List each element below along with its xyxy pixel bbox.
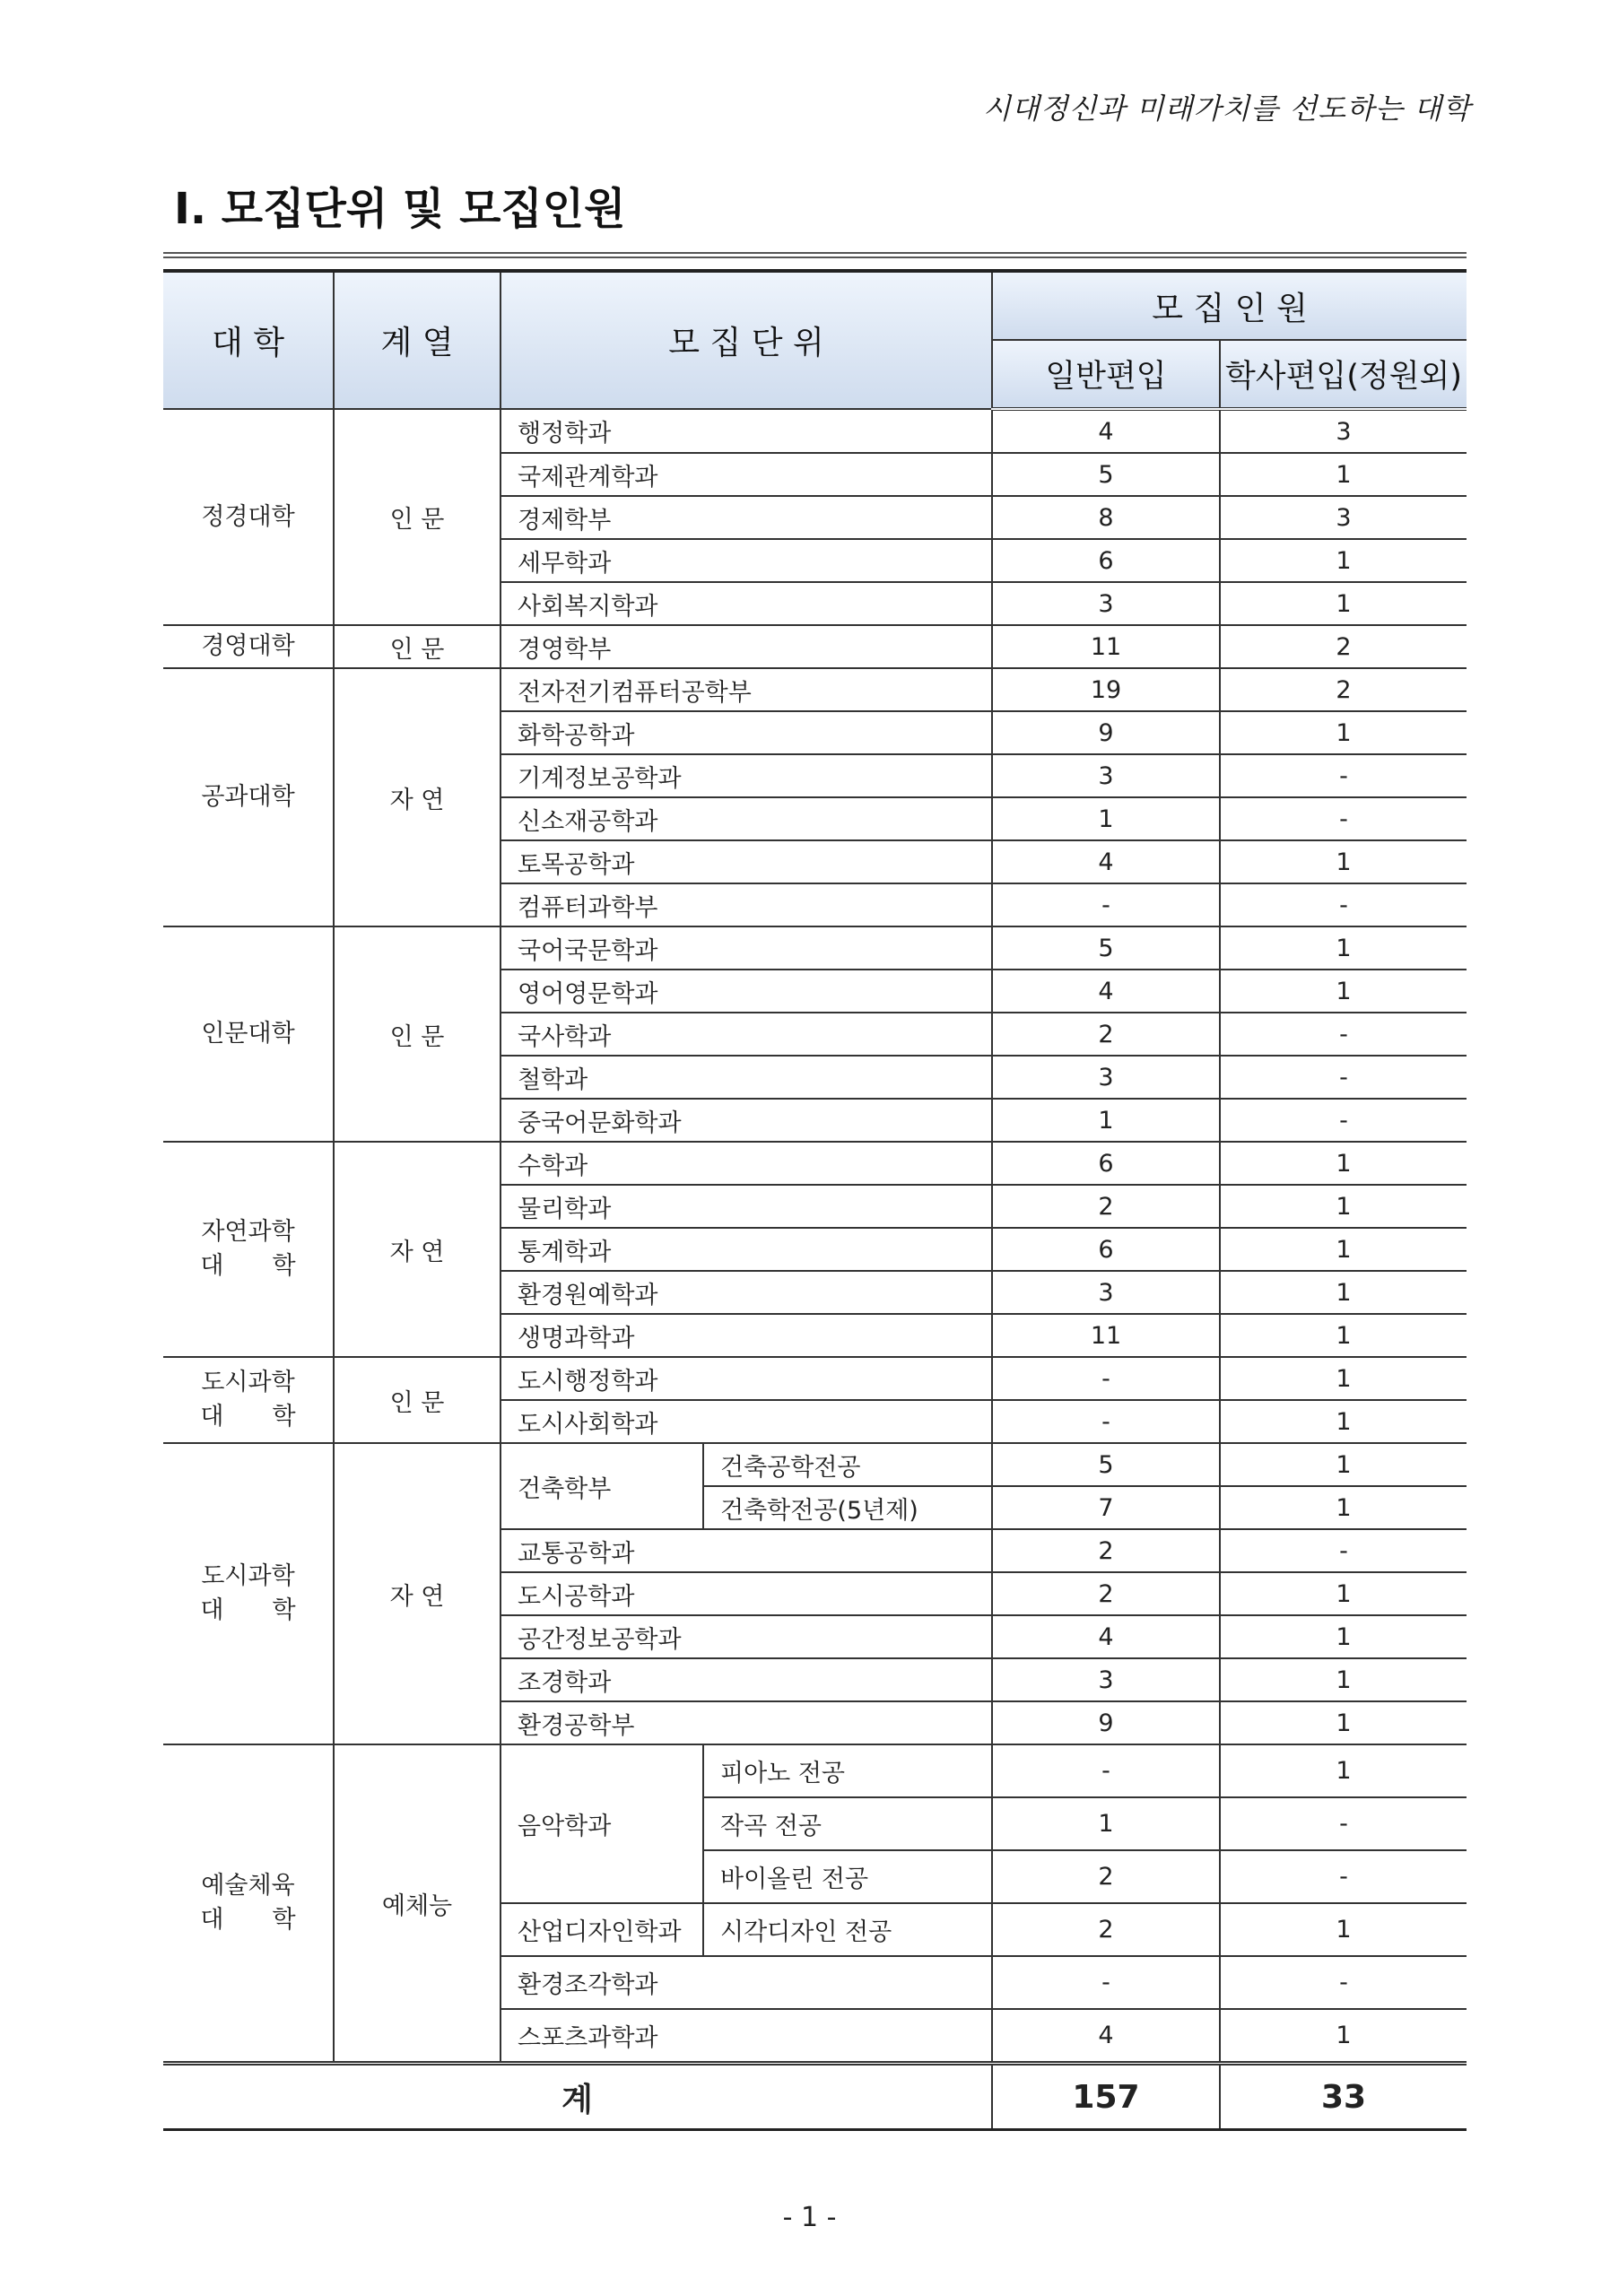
general-count-cell: 8 bbox=[992, 496, 1220, 539]
bachelor-count-cell: 3 bbox=[1220, 409, 1467, 453]
department-cell: 조경학과 bbox=[500, 1658, 992, 1701]
table-row bbox=[163, 1443, 1467, 1486]
general-count-cell: 5 bbox=[992, 926, 1220, 970]
bachelor-count-cell: - bbox=[1220, 1529, 1467, 1572]
field-cell: 인 문 bbox=[334, 926, 500, 1142]
general-count-cell: 11 bbox=[992, 625, 1220, 668]
bachelor-count-cell: - bbox=[1220, 1056, 1467, 1099]
general-count-cell: 2 bbox=[992, 1903, 1220, 1956]
bachelor-count-cell: 1 bbox=[1220, 2009, 1467, 2064]
bachelor-count-cell: 1 bbox=[1220, 1443, 1467, 1486]
bachelor-count-cell: 2 bbox=[1220, 625, 1467, 668]
bachelor-count-cell: 2 bbox=[1220, 668, 1467, 711]
bachelor-count-cell: 1 bbox=[1220, 1228, 1467, 1271]
bachelor-count-cell: - bbox=[1220, 1850, 1467, 1903]
department-cell: 국사학과 bbox=[500, 1013, 992, 1056]
general-count-cell: 4 bbox=[992, 409, 1220, 453]
bachelor-count-cell: 1 bbox=[1220, 1744, 1467, 1797]
general-count-cell: - bbox=[992, 1956, 1220, 2009]
general-count-cell: 7 bbox=[992, 1486, 1220, 1529]
general-count-cell: 1 bbox=[992, 1797, 1220, 1850]
bachelor-count-cell: 1 bbox=[1220, 539, 1467, 582]
bachelor-count-cell: 1 bbox=[1220, 1142, 1467, 1185]
general-count-cell: 1 bbox=[992, 1099, 1220, 1142]
department-cell: 국제관계학과 bbox=[500, 453, 992, 496]
general-count-cell: 3 bbox=[992, 754, 1220, 797]
major-cell: 작곡 전공 bbox=[703, 1797, 992, 1850]
university-slogan: 시대정신과 미래가치를 선도하는 대학 bbox=[982, 91, 1471, 126]
section-heading bbox=[163, 161, 1467, 258]
general-count-cell: - bbox=[992, 1744, 1220, 1797]
bachelor-count-cell: 1 bbox=[1220, 1701, 1467, 1744]
bachelor-count-cell: - bbox=[1220, 1013, 1467, 1056]
general-count-cell: - bbox=[992, 883, 1220, 926]
department-cell: 전자전기컴퓨터공학부 bbox=[500, 668, 992, 711]
department-cell: 컴퓨터과학부 bbox=[500, 883, 992, 926]
field-cell: 예체능 bbox=[334, 1744, 500, 2064]
header-field: 계 열 bbox=[334, 271, 500, 409]
general-count-cell: 19 bbox=[992, 668, 1220, 711]
college-cell: 경영대학 bbox=[163, 625, 334, 668]
department-cell: 도시행정학과 bbox=[500, 1357, 992, 1400]
college-cell: 공과대학 bbox=[163, 668, 334, 926]
field-cell: 자 연 bbox=[334, 668, 500, 926]
department-cell: 통계학과 bbox=[500, 1228, 992, 1271]
bachelor-count-cell: 1 bbox=[1220, 1486, 1467, 1529]
general-count-cell: 2 bbox=[992, 1013, 1220, 1056]
table-row bbox=[163, 1744, 1467, 1797]
bachelor-count-cell: 1 bbox=[1220, 582, 1467, 625]
bachelor-count-cell: 1 bbox=[1220, 970, 1467, 1013]
department-cell: 건축학부 bbox=[500, 1443, 703, 1529]
department-cell: 수학과 bbox=[500, 1142, 992, 1185]
department-cell: 경영학부 bbox=[500, 625, 992, 668]
general-count-cell: 5 bbox=[992, 1443, 1220, 1486]
department-cell: 산업디자인학과 bbox=[500, 1903, 703, 1956]
admission-quota-table bbox=[163, 269, 1467, 2131]
bachelor-count-cell: 1 bbox=[1220, 1572, 1467, 1615]
bachelor-count-cell: 1 bbox=[1220, 1400, 1467, 1443]
general-count-cell: 4 bbox=[992, 970, 1220, 1013]
bachelor-count-cell: 1 bbox=[1220, 1903, 1467, 1956]
header-college: 대 학 bbox=[163, 271, 334, 409]
general-count-cell: 4 bbox=[992, 1615, 1220, 1658]
page-number: - 1 - bbox=[782, 2202, 837, 2233]
bachelor-count-cell: - bbox=[1220, 1956, 1467, 2009]
major-cell: 시각디자인 전공 bbox=[703, 1903, 992, 1956]
major-cell: 건축학전공(5년제) bbox=[703, 1486, 992, 1529]
bachelor-count-cell: - bbox=[1220, 1099, 1467, 1142]
bachelor-count-cell: 1 bbox=[1220, 1314, 1467, 1357]
department-cell: 국어국문학과 bbox=[500, 926, 992, 970]
bachelor-count-cell: - bbox=[1220, 1797, 1467, 1850]
bachelor-count-cell: 1 bbox=[1220, 453, 1467, 496]
general-count-cell: 9 bbox=[992, 711, 1220, 754]
department-cell: 기계정보공학과 bbox=[500, 754, 992, 797]
general-count-cell: 9 bbox=[992, 1701, 1220, 1744]
table-row bbox=[163, 625, 1467, 668]
department-cell: 도시공학과 bbox=[500, 1572, 992, 1615]
table-row bbox=[163, 1142, 1467, 1185]
department-cell: 스포츠과학과 bbox=[500, 2009, 992, 2064]
field-cell: 인 문 bbox=[334, 625, 500, 668]
college-cell: 인문대학 bbox=[163, 926, 334, 1142]
header-quota: 모 집 인 원 bbox=[992, 271, 1467, 340]
department-cell: 세무학과 bbox=[500, 539, 992, 582]
page-title: Ⅰ. 모집단위 및 모집인원 bbox=[174, 184, 626, 234]
bachelor-count-cell: 1 bbox=[1220, 1357, 1467, 1400]
department-cell: 환경조각학과 bbox=[500, 1956, 992, 2009]
college-cell: 예술체육 대 학 bbox=[163, 1744, 334, 2064]
department-cell: 영어영문학과 bbox=[500, 970, 992, 1013]
college-cell: 도시과학 대 학 bbox=[163, 1357, 334, 1443]
general-count-cell: 4 bbox=[992, 840, 1220, 883]
general-count-cell: 3 bbox=[992, 1056, 1220, 1099]
department-cell: 교통공학과 bbox=[500, 1529, 992, 1572]
field-cell: 자 연 bbox=[334, 1142, 500, 1357]
total-general: 157 bbox=[992, 2064, 1220, 2130]
general-count-cell: 11 bbox=[992, 1314, 1220, 1357]
table-body bbox=[163, 409, 1467, 2130]
department-cell: 사회복지학과 bbox=[500, 582, 992, 625]
bachelor-count-cell: 1 bbox=[1220, 926, 1467, 970]
general-count-cell: 1 bbox=[992, 797, 1220, 840]
general-count-cell: 3 bbox=[992, 1271, 1220, 1314]
general-count-cell: 2 bbox=[992, 1572, 1220, 1615]
department-cell: 행정학과 bbox=[500, 409, 992, 453]
department-cell: 철학과 bbox=[500, 1056, 992, 1099]
department-cell: 생명과학과 bbox=[500, 1314, 992, 1357]
department-cell: 경제학부 bbox=[500, 496, 992, 539]
header-bachelor: 학사편입(정원외) bbox=[1220, 340, 1467, 409]
general-count-cell: 6 bbox=[992, 1142, 1220, 1185]
bachelor-count-cell: 1 bbox=[1220, 1658, 1467, 1701]
department-cell: 중국어문화학과 bbox=[500, 1099, 992, 1142]
department-cell: 공간정보공학과 bbox=[500, 1615, 992, 1658]
general-count-cell: 2 bbox=[992, 1529, 1220, 1572]
college-cell: 자연과학 대 학 bbox=[163, 1142, 334, 1357]
total-row bbox=[163, 2064, 1467, 2130]
general-count-cell: 4 bbox=[992, 2009, 1220, 2064]
table-row bbox=[163, 409, 1467, 453]
bachelor-count-cell: - bbox=[1220, 754, 1467, 797]
field-cell: 인 문 bbox=[334, 1357, 500, 1443]
department-cell: 신소재공학과 bbox=[500, 797, 992, 840]
total-bachelor: 33 bbox=[1220, 2064, 1467, 2130]
major-cell: 바이올린 전공 bbox=[703, 1850, 992, 1903]
bachelor-count-cell: 1 bbox=[1220, 711, 1467, 754]
bachelor-count-cell: - bbox=[1220, 797, 1467, 840]
general-count-cell: 2 bbox=[992, 1850, 1220, 1903]
general-count-cell: 3 bbox=[992, 1658, 1220, 1701]
college-cell: 도시과학 대 학 bbox=[163, 1443, 334, 1744]
department-cell: 물리학과 bbox=[500, 1185, 992, 1228]
bachelor-count-cell: 1 bbox=[1220, 1185, 1467, 1228]
general-count-cell: 2 bbox=[992, 1185, 1220, 1228]
department-cell: 환경원예학과 bbox=[500, 1271, 992, 1314]
general-count-cell: 3 bbox=[992, 582, 1220, 625]
department-cell: 화학공학과 bbox=[500, 711, 992, 754]
table-row bbox=[163, 1357, 1467, 1400]
general-count-cell: - bbox=[992, 1357, 1220, 1400]
general-count-cell: 6 bbox=[992, 1228, 1220, 1271]
title-underline bbox=[163, 252, 1467, 258]
field-cell: 자 연 bbox=[334, 1443, 500, 1744]
total-label: 계 bbox=[163, 2064, 992, 2130]
general-count-cell: 5 bbox=[992, 453, 1220, 496]
table-row bbox=[163, 926, 1467, 970]
general-count-cell: - bbox=[992, 1400, 1220, 1443]
bachelor-count-cell: 1 bbox=[1220, 1271, 1467, 1314]
general-count-cell: 6 bbox=[992, 539, 1220, 582]
table-row bbox=[163, 668, 1467, 711]
header-general: 일반편입 bbox=[992, 340, 1220, 409]
field-cell: 인 문 bbox=[334, 409, 500, 625]
college-cell: 정경대학 bbox=[163, 409, 334, 625]
department-cell: 환경공학부 bbox=[500, 1701, 992, 1744]
major-cell: 건축공학전공 bbox=[703, 1443, 992, 1486]
header-unit: 모 집 단 위 bbox=[500, 271, 992, 409]
department-cell: 도시사회학과 bbox=[500, 1400, 992, 1443]
department-cell: 토목공학과 bbox=[500, 840, 992, 883]
bachelor-count-cell: 3 bbox=[1220, 496, 1467, 539]
bachelor-count-cell: 1 bbox=[1220, 840, 1467, 883]
bachelor-count-cell: 1 bbox=[1220, 1615, 1467, 1658]
bachelor-count-cell: - bbox=[1220, 883, 1467, 926]
major-cell: 피아노 전공 bbox=[703, 1744, 992, 1797]
department-cell: 음악학과 bbox=[500, 1744, 703, 1903]
